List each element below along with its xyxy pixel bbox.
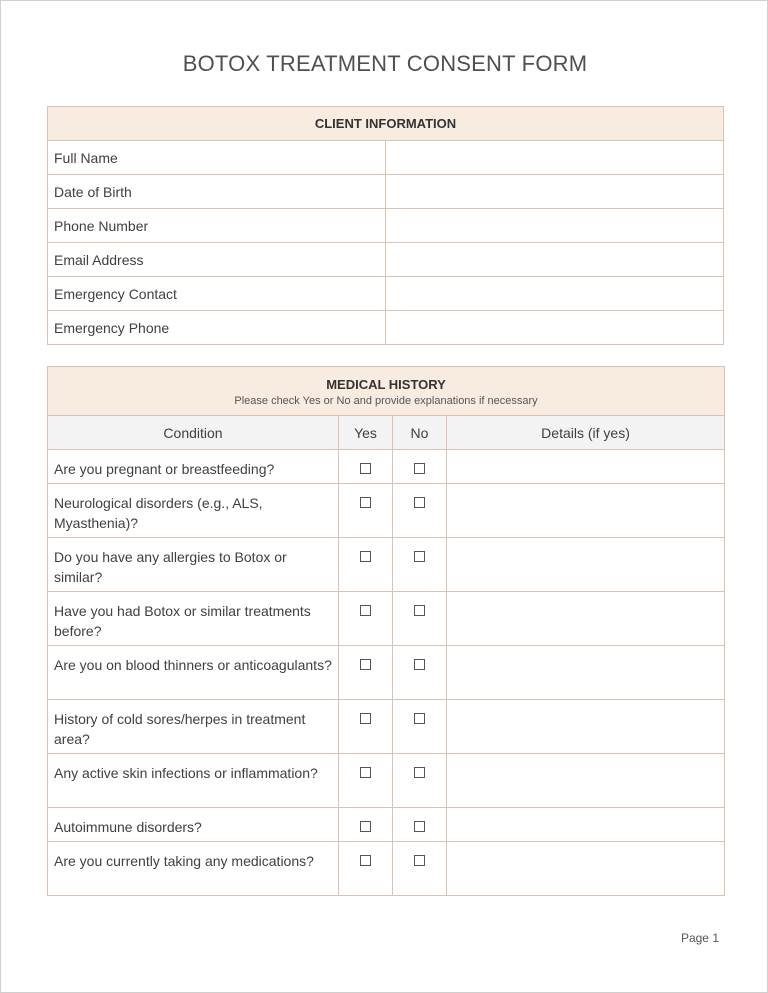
column-header-yes: Yes — [339, 416, 393, 450]
details-field[interactable] — [447, 592, 725, 646]
condition-text: Any active skin infections or inflammation? — [48, 754, 339, 808]
no-checkbox[interactable] — [414, 713, 425, 724]
table-row — [48, 538, 725, 592]
no-checkbox[interactable] — [414, 821, 425, 832]
condition-text: History of cold sores/herpes in treatment area? — [48, 700, 339, 754]
client-information-table — [47, 106, 724, 345]
no-checkbox[interactable] — [414, 767, 425, 778]
column-header-details: Details (if yes) — [447, 416, 725, 450]
yes-checkbox[interactable] — [360, 551, 371, 562]
full-name-label: Full Name — [48, 141, 386, 175]
column-header-condition: Condition — [48, 416, 339, 450]
medical-history-header — [48, 367, 725, 416]
medical-history-table — [47, 366, 725, 896]
table-row — [48, 277, 724, 311]
emergency-phone-label: Emergency Phone — [48, 311, 386, 345]
condition-text: Autoimmune disorders? — [48, 808, 339, 842]
details-field[interactable] — [447, 700, 725, 754]
condition-text: Do you have any allergies to Botox or similar? — [48, 538, 339, 592]
condition-text: Are you on blood thinners or anticoagulants? — [48, 646, 339, 700]
table-row — [48, 646, 725, 700]
details-field[interactable] — [447, 538, 725, 592]
no-checkbox[interactable] — [414, 659, 425, 670]
table-row — [48, 484, 725, 538]
table-row — [48, 311, 724, 345]
condition-text: Are you pregnant or breastfeeding? — [48, 450, 339, 484]
yes-checkbox[interactable] — [360, 767, 371, 778]
yes-checkbox[interactable] — [360, 497, 371, 508]
yes-checkbox[interactable] — [360, 855, 371, 866]
medical-history-instructions: Please check Yes or No and provide explanations if necessary — [234, 394, 538, 407]
no-checkbox[interactable] — [414, 855, 425, 866]
emergency-contact-field[interactable] — [386, 277, 724, 311]
details-field[interactable] — [447, 754, 725, 808]
emergency-phone-field[interactable] — [386, 311, 724, 345]
condition-text: Neurological disorders (e.g., ALS, Myasthenia)? — [48, 484, 339, 538]
yes-checkbox[interactable] — [360, 821, 371, 832]
yes-checkbox[interactable] — [360, 605, 371, 616]
client-information-header: CLIENT INFORMATION — [48, 107, 724, 141]
page-title: BOTOX TREATMENT CONSENT FORM — [182, 51, 588, 76]
details-field[interactable] — [447, 808, 725, 842]
emergency-contact-label: Emergency Contact — [48, 277, 386, 311]
details-field[interactable] — [447, 484, 725, 538]
no-checkbox[interactable] — [414, 497, 425, 508]
no-checkbox[interactable] — [414, 551, 425, 562]
table-row — [48, 141, 724, 175]
page-number: Page 1 — [680, 931, 719, 945]
details-field[interactable] — [447, 450, 725, 484]
no-checkbox[interactable] — [414, 463, 425, 474]
condition-text: Have you had Botox or similar treatments before? — [48, 592, 339, 646]
details-field[interactable] — [447, 842, 725, 896]
table-row — [48, 754, 725, 808]
details-field[interactable] — [447, 646, 725, 700]
table-row — [48, 450, 725, 484]
phone-number-field[interactable] — [386, 209, 724, 243]
yes-checkbox[interactable] — [360, 659, 371, 670]
table-row — [48, 175, 724, 209]
table-row — [48, 243, 724, 277]
table-row — [48, 808, 725, 842]
medical-history-title: MEDICAL HISTORY — [326, 376, 446, 392]
email-address-field[interactable] — [386, 243, 724, 277]
column-header-no: No — [393, 416, 447, 450]
table-row — [48, 842, 725, 896]
table-row — [48, 592, 725, 646]
date-of-birth-field[interactable] — [386, 175, 724, 209]
table-row — [48, 209, 724, 243]
email-address-label: Email Address — [48, 243, 386, 277]
full-name-field[interactable] — [386, 141, 724, 175]
date-of-birth-label: Date of Birth — [48, 175, 386, 209]
yes-checkbox[interactable] — [360, 713, 371, 724]
condition-text: Are you currently taking any medications? — [48, 842, 339, 896]
table-row — [48, 700, 725, 754]
no-checkbox[interactable] — [414, 605, 425, 616]
yes-checkbox[interactable] — [360, 463, 371, 474]
phone-number-label: Phone Number — [48, 209, 386, 243]
